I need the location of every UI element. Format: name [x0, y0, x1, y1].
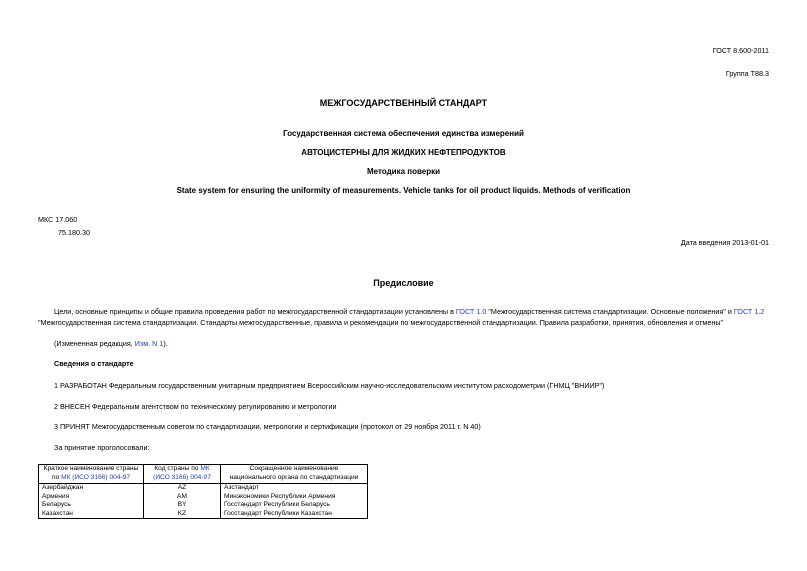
country-cell: Казахстан [39, 510, 144, 519]
main-title: АВТОЦИСТЕРНЫ ДЛЯ ЖИДКИХ НЕФТЕПРОДУКТОВ [301, 148, 506, 157]
preface-heading: Предисловие [373, 278, 434, 288]
gost-1-2-link[interactable]: ГОСТ 1.2 [733, 307, 765, 316]
standard-info-heading: Сведения о стандарте [54, 359, 134, 368]
column-header-body: Сокращенное наименование национального органа по стандартизации [221, 465, 368, 484]
preface-text: "Межгосударственная система стандартизации. Основные положения" и [486, 307, 734, 316]
standard-type-title: МЕЖГОСУДАРСТВЕННЫЙ СТАНДАРТ [319, 98, 488, 108]
preface-text: Цели, основные принципы и общие правила проведения работ по межгосударственной стандартизации установлены в [54, 307, 456, 316]
preface-paragraph-line1 [54, 307, 764, 316]
mk-link[interactable]: МК [200, 465, 210, 473]
table-row [39, 484, 368, 493]
body-cell: Азстандарт [221, 484, 368, 493]
document-group: Группа Т88.3 [725, 69, 769, 78]
country-cell: Азербайджан [39, 484, 144, 493]
iso-link[interactable]: (ИСО 3166) 004-97 [153, 474, 211, 481]
item-adopted: 3 ПРИНЯТ Межгосударственным советом по стандартизации, метрологии и сертификации (протокол от 29 ноября 2011 г. N 40) [54, 422, 481, 431]
column-header-country: Краткое наименование страны по МК (ИСО 3166) 004-97 [39, 465, 144, 484]
table-row [39, 501, 368, 510]
table-row [39, 493, 368, 502]
code-cell: KZ [144, 510, 221, 519]
amendment-note [54, 339, 168, 348]
english-title: State system for ensuring the uniformity of measurements. Vehicle tanks for oil product liquids. Methods of verification [176, 186, 631, 195]
amendment-text: ). [163, 339, 168, 348]
item-developed: 1 РАЗРАБОТАН Федеральным государственным унитарным предприятием Всероссийским научно-исследовательским институтом расходометрии (ГНМЦ "ВНИИР") [54, 381, 605, 390]
item-submitted: 2 ВНЕСЕН Федеральным агентством по техническому регулированию и метрологии [54, 402, 337, 411]
introduction-date: Дата введения 2013-01-01 [680, 238, 769, 247]
code-cell: AZ [144, 484, 221, 493]
body-cell: Минэкономики Республики Армения [221, 493, 368, 502]
system-title: Государственная система обеспечения единства измерений [283, 129, 524, 138]
subtitle: Методика поверки [366, 167, 441, 176]
table-header-row [39, 465, 368, 484]
body-cell: Госстандарт Республики Казахстан [221, 510, 368, 519]
country-cell: Армения [39, 493, 144, 502]
voting-countries-table [38, 464, 368, 519]
country-cell: Беларусь [39, 501, 144, 510]
code-cell: BY [144, 501, 221, 510]
mks-code-second: 75.180.30 [58, 228, 90, 237]
mk-iso-link[interactable]: МК (ИСО 3166) 004-97 [61, 474, 130, 481]
preface-paragraph-line2: "Межгосударственная система стандартизации. Стандарты межгосударственные, правила и рекомендации по межгосударственной стандартизации. Правила разработки, принятия, обновления и отмены" [38, 318, 724, 327]
body-cell: Госстандарт Республики Беларусь [221, 501, 368, 510]
table-row [39, 510, 368, 519]
column-header-code: Код страны по МК (ИСО 3166) 004-97 [144, 465, 221, 484]
mks-code: МКС 17.060 [38, 215, 78, 224]
code-cell: AM [144, 493, 221, 502]
gost-1-0-link[interactable]: ГОСТ 1.0 [455, 307, 487, 316]
amendment-link[interactable]: Изм. N 1 [134, 339, 164, 348]
document-number: ГОСТ 8.600-2011 [712, 46, 769, 55]
voted-label: За принятие проголосовали: [54, 443, 150, 452]
amendment-text: (Измененная редакция, [54, 339, 135, 348]
